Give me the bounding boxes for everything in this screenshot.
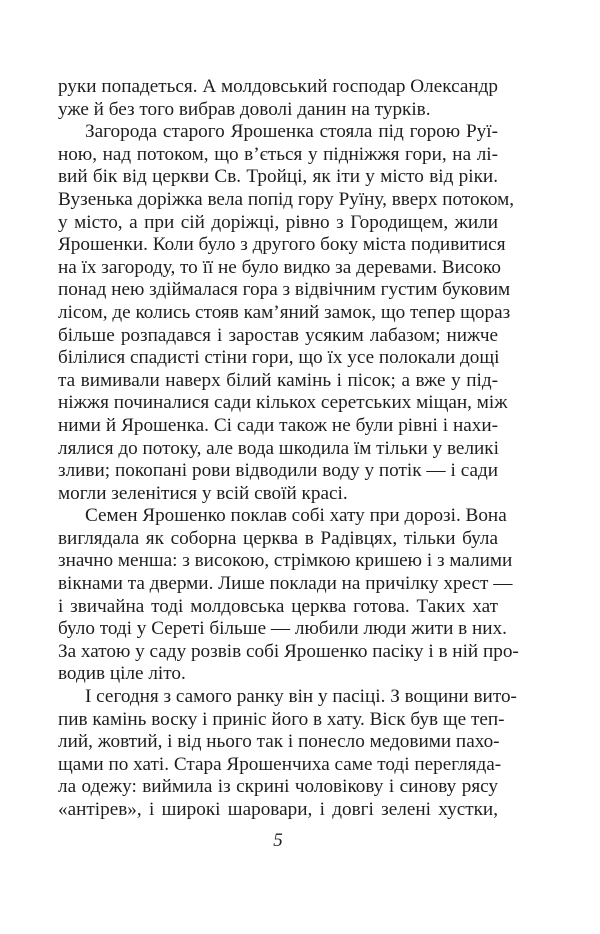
text-line: ніжжя починалися сади кількох серетських міщан, між (58, 392, 508, 414)
page-number: 5 (273, 830, 283, 851)
text-line: більше розпадався і заростав усяким лабазом; нижче (58, 324, 498, 346)
text-line: руки попадеться. А молдовський господар Олександр (58, 76, 498, 97)
text-line: Семен Ярошенко поклав собі хату при дорозі. Вона (85, 505, 507, 527)
text-line: Загорода старого Ярошенка стояла під горою Руї- (85, 121, 498, 143)
paragraph-4 (58, 686, 517, 822)
text-line: ними й Ярошенка. Сі сади також не були рівні і нахи- (58, 414, 498, 436)
text-line: лий, жовтий, і від нього так і понесло медовими пахо- (58, 731, 500, 753)
text-line: уже й без того вибрав доволі данин на турків. (58, 98, 431, 120)
text-line: виглядала як соборна церква в Радівцях, тільки була (58, 527, 498, 549)
text-line: і звичайна тоді молдовська церква готова. Таких хат (58, 595, 498, 617)
text-line: на їх загороду, то її не було видко за деревами. Високо (58, 256, 501, 278)
text-line: ною, над потоком, що в’ється у підніжжя гори, на лі- (58, 143, 498, 165)
text-line: щами по хаті. Стара Ярошенчиха саме тоді перегляда- (58, 753, 502, 775)
text-line: За хатою у саду розвів собі Ярошенко пасіку і в ній про- (58, 640, 519, 662)
paragraph-2 (58, 121, 515, 505)
text-line: понад нею здіймалася гора з відвічним густим буковим (58, 279, 511, 301)
text-line: пив камінь воску і приніс його в хату. Віск був ще теп- (58, 708, 505, 730)
page-body (58, 76, 519, 822)
text-line: ла одежу: виймила із скрині чоловікову і синову рясу (58, 776, 498, 798)
text-line: вікнами та дверми. Лише поклади на причілку хрест — (58, 573, 513, 595)
text-line: зливи; покопані рови відводили воду у потік — і сади (58, 460, 498, 482)
text-line: Ярошенки. Коли було з другого боку міста подивитися (58, 234, 506, 256)
text-line: лялися до потоку, але вода шкодила їм тільки у великі (58, 437, 499, 459)
text-line: лісом, де колись стояв кам’яний замок, що тепер щораз (58, 301, 511, 323)
paragraph-3 (58, 505, 519, 686)
text-line: значно менша: з високою, стрімкою кришею і з малими (58, 550, 513, 572)
text-line: «антірев», і широкі шаровари, і довгі зелені хустки, (58, 799, 498, 820)
text-line: могли зеленітися у всій своїй красі. (58, 482, 348, 504)
text-line: І сегодня з самого ранку він у пасіці. З вощини вито- (85, 686, 517, 708)
text-line: було тоді у Сереті більше — любили люди жити в них. (58, 618, 507, 640)
text-line: вий бік від церкви Св. Тройці, як іти у місто від ріки. (58, 166, 498, 188)
text-line: у місто, а при сій доріжці, рівно з Городищем, жили (58, 211, 498, 233)
text-line: Вузенька доріжка вела попід гору Руїну, вверх потоком, (58, 188, 515, 210)
text-line: білілися спадисті стіни гори, що їх усе полокали дощі (58, 347, 500, 369)
text-line: та вимивали наверх білий камінь і пісок; а вже у під- (58, 369, 498, 391)
paragraph-1 (58, 76, 498, 121)
text-line: водив ціле літо. (58, 663, 186, 685)
